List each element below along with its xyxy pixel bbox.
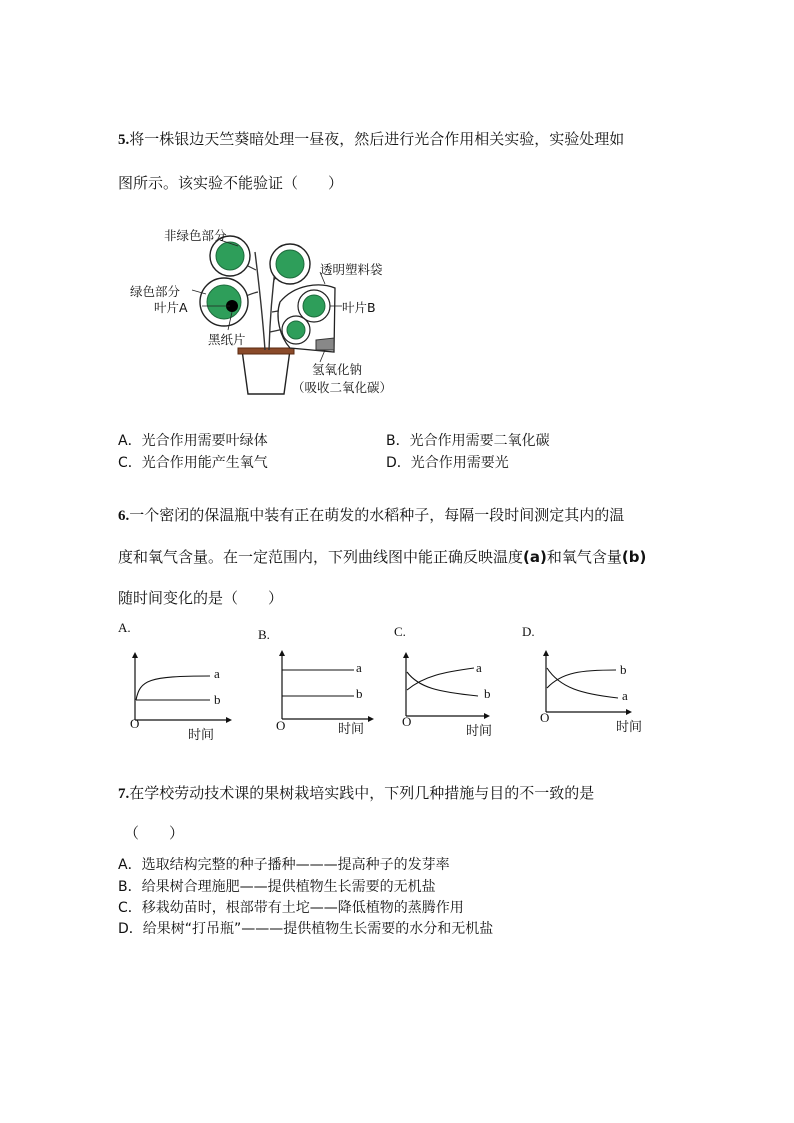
q5-stem-line2: 图所示。该实验不能验证（ ） [118,174,344,192]
q6-number: 6. [118,508,130,524]
q5-option-b: B．光合作用需要二氧化碳 [386,433,550,449]
graph-a-label-2: b [214,692,221,707]
q5-number: 5. [118,132,130,148]
label-black-paper: 黑纸片 [208,332,246,347]
graph-c-origin: O [402,714,412,729]
pot-soil [238,348,294,354]
q7-option-b: B．给果树合理施肥——提供植物生长需要的无机盐 [118,879,436,895]
graph-b-xlabel: 时间 [338,722,365,737]
graph-c-label-2: b [484,686,491,701]
q6-graph-b [258,624,378,749]
naoh-container [316,338,334,350]
graph-b-letter: B. [258,627,270,642]
label-naoh: 氢氧化钠 [312,362,363,377]
flower-pot [242,350,290,394]
graph-c-curve-a [407,668,474,690]
q7-option-a: A．选取结构完整的种子播种———提高种子的发芽率 [118,857,450,873]
q7-stem-line1: 7.在学校劳动技术课的果树栽培实践中，下列几种措施与目的不一致的是 [118,784,595,802]
label-plastic-bag: 透明塑料袋 [320,262,383,277]
q7-option-d: D．给果树“打吊瓶”———提供植物生长需要的水分和无机盐 [118,921,494,937]
graph-a-origin: O [130,716,140,731]
graph-c-label-1: a [476,660,482,675]
graph-d-letter: D. [522,624,535,639]
label-leaf-b: 叶片B [342,300,376,315]
graph-d-label-2: a [622,688,628,703]
label-naoh-note: （吸收二氧化碳） [292,380,393,395]
q7-option-c: C．移栽幼苗时，根部带有土坨——降低植物的蒸腾作用 [118,900,464,916]
label-nongreen: 非绿色部分 [164,228,227,243]
q6-graph-c [394,622,514,747]
q6-graph-a [118,620,238,745]
graph-c-curve-b [407,672,478,696]
graph-a-letter: A. [118,620,131,635]
label-green: 绿色部分 [130,284,181,299]
q5-option-c: C．光合作用能产生氧气 [118,455,268,471]
q5-option-d: D．光合作用需要光 [386,455,509,471]
q7-stem-line2: （ ） [124,824,185,842]
graph-b-label-2: b [356,686,363,701]
graph-c-letter: C. [394,624,406,639]
graph-d-curve-a [547,668,618,698]
q6-stem-line2: 度和氧气含量。在一定范围内，下列曲线图中能正确反映温度(a)和氧气含量(b) [118,548,647,566]
q5-plant-figure [120,222,420,402]
q5-option-a: A．光合作用需要叶绿体 [118,433,268,449]
graph-d-origin: O [540,710,550,725]
q7-number: 7. [118,786,130,802]
graph-b-origin: O [276,718,286,733]
graph-b-label-1: a [356,660,362,675]
graph-a-curve-a [136,676,210,700]
q6-stem-line3: 随时间变化的是（ ） [118,589,284,607]
q6-stem-line1: 6.一个密闭的保温瓶中装有正在萌发的水稻种子，每隔一段时间测定其内的温 [118,506,625,524]
graph-d-xlabel: 时间 [616,720,643,735]
q5-stem-line1: 5.将一株银边天竺葵暗处理一昼夜，然后进行光合作用相关实验，实验处理如 [118,130,625,148]
graph-d-label-1: b [620,662,627,677]
q6-graph-d [522,622,652,747]
graph-c-xlabel: 时间 [466,724,493,739]
graph-a-xlabel: 时间 [188,728,215,743]
graph-a-label-1: a [214,666,220,681]
label-leaf-a: 叶片A [154,300,188,315]
